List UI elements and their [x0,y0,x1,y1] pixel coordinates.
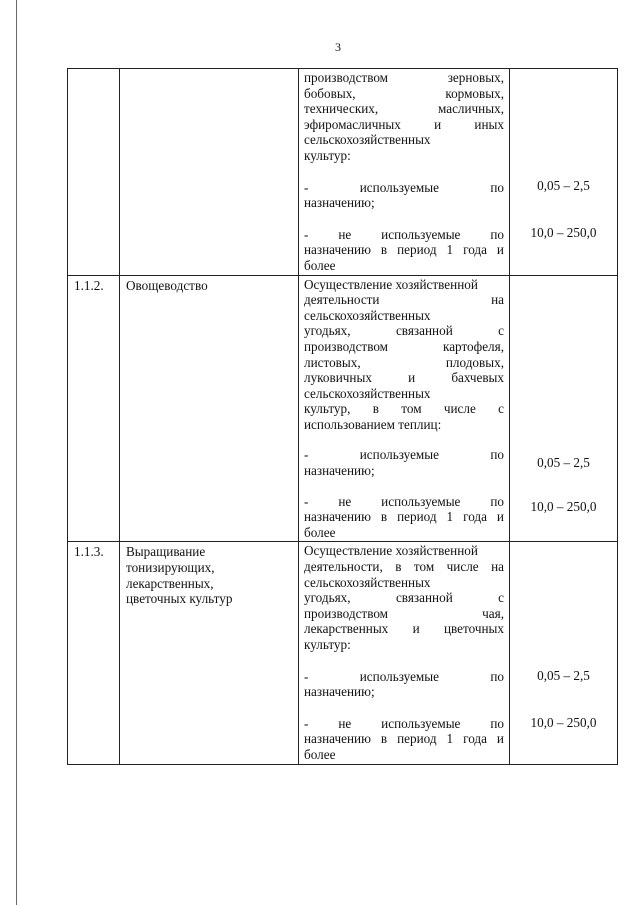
value-used: 0,05 – 2,5 [537,178,590,193]
description-line: культур: [304,637,351,652]
table-row [68,69,618,276]
description-line: деятельности на [304,292,504,308]
row-value-cell [510,542,618,764]
item-used-line: - используемые по [304,179,504,195]
item-unused-line: более [304,257,336,273]
item-used-line: назначению; [304,195,375,211]
item-unused-line: - не используемые по [304,226,504,242]
description-line: производством зерновых, [304,70,504,85]
description-line: угодьях, связанной с [304,323,504,339]
description-line: производством чая, [304,605,504,621]
row-name-line: лекарственных, [126,575,214,591]
item-unused-line: назначению в период 1 года и [304,242,504,258]
row-name-cell [120,275,299,542]
description-line: бобовых, кормовых, [304,85,504,101]
item-used-line: назначению; [304,463,375,479]
row-name-line: Выращивание [126,544,206,560]
item-used-line: - используемые по [304,447,504,463]
description-line: сельскохозяйственных [304,307,431,323]
item-unused-line: - не используемые по [304,493,504,509]
description-line: эфиромасличных и иных [304,116,504,132]
value-unused: 10,0 – 250,0 [530,224,597,240]
row-number: 1.1.3. [74,544,104,560]
description-line: лекарственных и цветочных [304,621,504,637]
description-line: культур, в том числе с [304,401,504,417]
description-line: сельскохозяйственных [304,385,431,401]
row-name: Овощеводство [126,277,208,293]
value-used: 0,05 – 2,5 [537,454,590,470]
row-description-cell [299,542,510,764]
row-name-cell [120,69,299,276]
item-unused-line: более [304,524,336,540]
value-unused: 10,0 – 250,0 [530,715,597,731]
item-used-line: назначению; [304,684,375,700]
value-used: 0,05 – 2,5 [537,668,590,684]
description-line: производством картофеля, [304,338,504,354]
page-number: 3 [335,40,341,54]
row-number-cell [68,275,120,542]
table-row [68,275,618,542]
table-row [68,542,618,764]
item-unused-line: - не используемые по [304,715,504,731]
description-line: листовых, плодовых, [304,354,504,370]
row-value-cell [510,275,618,542]
scan-edge-line [16,0,17,905]
row-description-cell [299,275,510,542]
item-used-line: - используемые по [304,668,504,684]
description-line: Осуществление хозяйственной [304,276,478,292]
value-unused: 10,0 – 250,0 [530,499,597,515]
item-unused-line: назначению в период 1 года и [304,731,504,747]
description-line: угодьях, связанной с [304,590,504,606]
row-number-cell [68,542,120,764]
description-text [299,276,509,542]
row-description-cell [299,69,510,276]
description-line: луковичных и бахчевых [304,370,504,386]
land-use-table [67,68,618,765]
row-name-line: цветочных культур [126,591,233,607]
description-line: сельскохозяйственных [304,574,431,590]
description-line: Осуществление хозяйственной [304,543,478,559]
row-number: 1.1.2. [74,277,104,293]
description-text [299,542,509,763]
item-unused-line: более [304,746,336,762]
description-line: культур: [304,147,351,163]
description-line: деятельности, в том числе на [304,559,504,575]
item-unused-line: назначению в период 1 года и [304,509,504,525]
description-line: технических, масличных, [304,101,504,117]
row-number-cell [68,69,120,276]
row-name [120,542,298,606]
description-text [299,69,509,275]
description-line: сельскохозяйственных [304,132,431,148]
description-line: использованием теплиц: [304,416,442,432]
row-value-cell [510,69,618,276]
row-name-line: тонизирующих, [126,560,215,576]
row-name-cell [120,542,299,764]
